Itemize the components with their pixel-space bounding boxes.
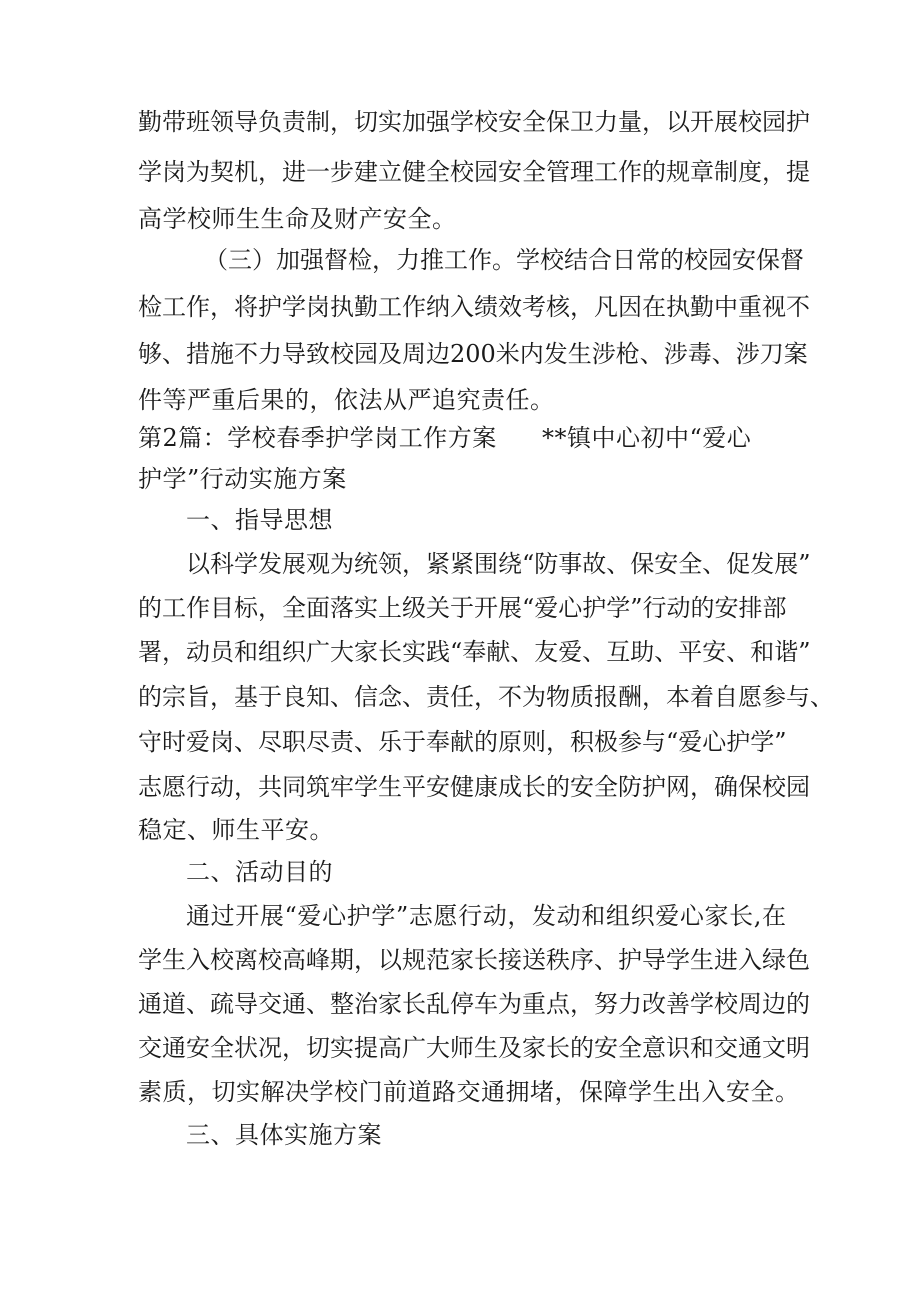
article-subtitle: **镇中心初中“爱心 (542, 424, 752, 452)
section-heading-line: （三）加强督检，力推工作。学校结合日常的校园安保督 (204, 246, 804, 274)
paragraph-line: 的工作目标，全面落实上级关于开展“爱心护学”行动的安排部 (138, 594, 787, 622)
paragraph-line: 的宗旨，基于良知、信念、责任，不为物质报酬，本着自愿参与、 (138, 683, 834, 711)
paragraph-line: 勤带班领导负责制，切实加强学校安全保卫力量，以开展校园护 (138, 108, 810, 136)
paragraph-line: 志愿行动，共同筑牢学生平安健康成长的安全防护网，确保校园 (138, 773, 810, 801)
paragraph-line: 守时爱岗、尽职尽责、乐于奉献的原则，积极参与“爱心护学” (138, 728, 787, 756)
paragraph-line: 够、措施不力导致校园及周边200米内发生涉枪、涉毒、涉刀案 (138, 340, 808, 368)
paragraph-line: 学生入校离校高峰期，以规范家长接送秩序、护导学生进入绿色 (138, 946, 810, 974)
paragraph-line: 高学校师生生命及财产安全。 (138, 205, 457, 233)
section-heading: 三、具体实施方案 (186, 1121, 382, 1149)
paragraph-line: 学岗为契机，进一步建立健全校园安全管理工作的规章制度，提 (138, 158, 810, 186)
paragraph-line: 稳定、师生平安。 (138, 816, 334, 844)
paragraph-line: 素质，切实解决学校门前道路交通拥堵，保障学生出入安全。 (138, 1078, 800, 1106)
article-title: 第2篇：学校春季护学岗工作方案 (138, 424, 497, 452)
paragraph-line: 检工作，将护学岗执勤工作纳入绩效考核，凡因在执勤中重视不 (138, 293, 810, 321)
paragraph-line: 交通安全状况，切实提高广大师生及家长的安全意识和交通文明 (138, 1034, 810, 1062)
paragraph-line: 通过开展“爱心护学”志愿行动，发动和组织爱心家长,在 (186, 902, 786, 930)
paragraph-line: 通道、疏导交通、整治家长乱停车为重点，努力改善学校周边的 (138, 990, 810, 1018)
paragraph-line: 件等严重后果的，依法从严追究责任。 (138, 386, 555, 414)
paragraph-line: 署，动员和组织广大家长实践“奉献、友爱、互助、平安、和谐” (138, 638, 811, 666)
article-subtitle-continued: 护学”行动实施方案 (138, 465, 347, 493)
section-heading: 二、活动目的 (186, 858, 333, 886)
section-heading: 一、指导思想 (186, 506, 333, 534)
paragraph-line: 以科学发展观为统领，紧紧围绕“防事故、保安全、促发展” (186, 550, 811, 578)
